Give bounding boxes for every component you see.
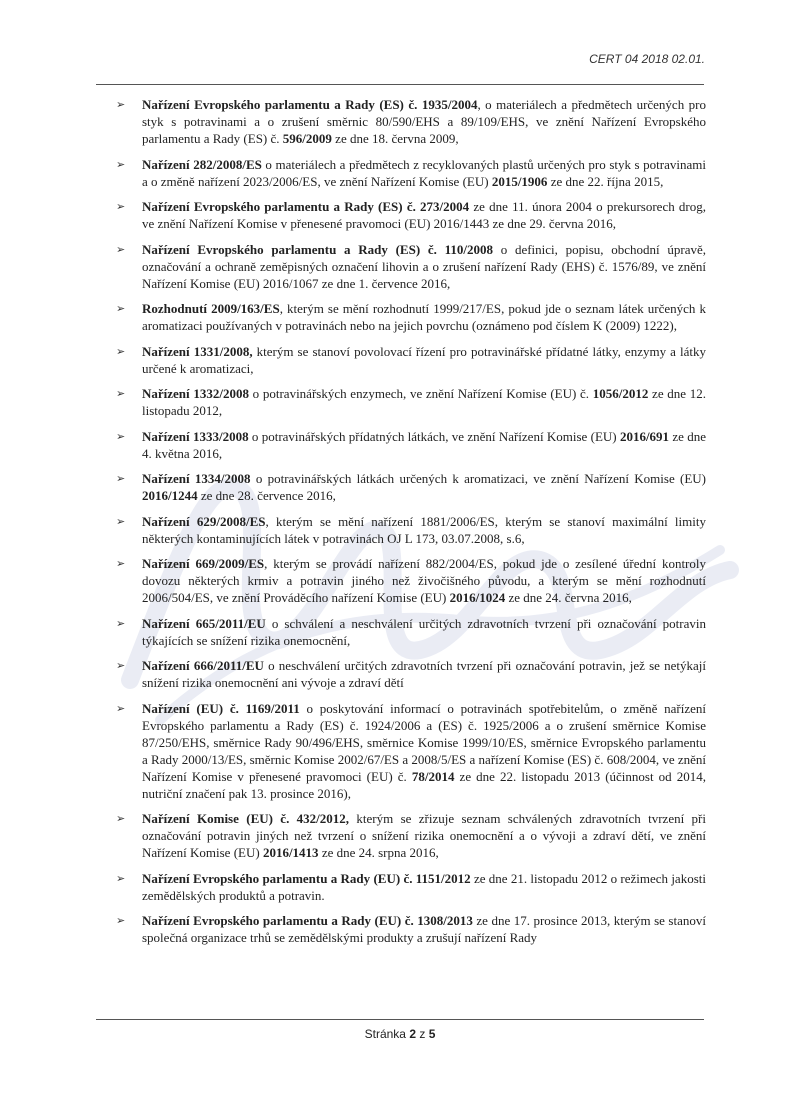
regulation-text: ze dne 28. července 2016,: [197, 488, 336, 503]
regulation-text: ze dne 22. října 2015,: [547, 173, 664, 189]
arrow-bullet-icon: ➢: [116, 344, 126, 358]
regulation-reference: Nařízení 1332/2008: [142, 386, 249, 401]
regulation-reference: 78/2014: [411, 768, 455, 784]
list-item: [116, 428, 706, 462]
current-page-number: 2: [409, 1027, 417, 1041]
regulation-reference: 2016/1024: [449, 590, 506, 605]
regulation-text: ze dne 22. listopadu 2013 (účinnost od 2014, nutriční značení pak 13. prosince 2016),: [142, 768, 706, 801]
regulation-list: [116, 96, 706, 955]
regulation-reference: Nařízení Evropského parlamentu a Rady (EU) č. 1308/2013: [142, 913, 473, 928]
arrow-bullet-icon: ➢: [116, 98, 126, 111]
document-reference: CERT 04 2018 02.01.: [589, 52, 705, 66]
list-item: [116, 343, 706, 377]
arrow-bullet-icon: ➢: [116, 812, 126, 825]
regulation-reference: Nařízení 1331/2008,: [142, 343, 253, 359]
regulation-reference: Nařízení Evropského parlamentu a Rady (ES) č. 1935/2004: [142, 97, 478, 112]
regulation-text: o potravinářských enzymech, ve znění Nařízení Komise (EU) č.: [248, 386, 593, 401]
regulation-text: , kterým se mění nařízení 1881/2006/ES, kterým se stanoví maximální limity některých kontaminujících látek v potravinách OJ L 173, 03.07.2008, s.6,: [142, 513, 706, 546]
regulation-reference: Rozhodnutí 2009/163/ES: [142, 301, 280, 316]
arrow-bullet-icon: ➢: [116, 429, 126, 443]
list-item: [116, 912, 706, 946]
list-item: [116, 810, 706, 861]
regulation-reference: Nařízení 666/2011/EU: [142, 658, 264, 673]
list-item: [116, 241, 706, 292]
regulation-reference: Nařízení 1334/2008: [142, 471, 251, 486]
regulation-text: o definici, popisu, obchodní úpravě, označování a ochraně zeměpisných označení lihovin a o zrušení nařízení Rady (EHS) č. 1576/89, ve znění Nařízení Komise (EU) 2016/1067 ze dne 1. července 2016,: [142, 241, 706, 291]
list-item: [116, 385, 706, 419]
regulation-reference: 2016/1244: [142, 488, 198, 503]
regulation-text: ze dne 4. května 2016,: [142, 428, 706, 461]
regulation-reference: 596/2009: [282, 131, 332, 146]
regulation-text: o potravinářských látkách určených k aromatizaci, ve znění Nařízení Komise (EU): [250, 471, 706, 486]
regulation-reference: Nařízení Evropského parlamentu a Rady (ES) č. 110/2008: [142, 241, 494, 257]
regulation-reference: 2016/1413: [262, 845, 319, 860]
regulation-text: ze dne 17. prosince 2013, kterým se stanoví společná organizace trhů se zemědělskými produkty a zrušují nařízení Rady: [142, 913, 706, 945]
header-rule: [96, 84, 704, 85]
regulation-text: ze dne 24. června 2016,: [505, 590, 632, 605]
arrow-bullet-icon: ➢: [116, 242, 126, 256]
regulation-reference: Nařízení 282/2008/ES: [142, 156, 262, 172]
regulation-reference: 2015/1906: [491, 173, 548, 189]
regulation-reference: 2016/691: [619, 428, 670, 444]
regulation-text: ze dne 11. února 2004 o prekursorech drog, ve znění Nařízení Komise v přenesené pravomoci (EU) 2016/1443 ze dne 29. června 2016,: [142, 199, 706, 231]
arrow-bullet-icon: ➢: [116, 302, 126, 315]
list-item: [116, 156, 706, 190]
arrow-bullet-icon: ➢: [116, 871, 126, 885]
arrow-bullet-icon: ➢: [116, 472, 126, 485]
regulation-text: o materiálech a předmětech z recyklovaných plastů určených pro styk s potravinami a o změně nařízení 2023/2006/ES, ve znění Nařízení Komise (EU): [142, 156, 706, 189]
arrow-bullet-icon: ➢: [116, 914, 126, 927]
regulation-text: kterým se zřizuje seznam schválených zdravotních tvrzení při označování potravin jiných než tvrzení o snížení rizika onemocnění a o vývoji a zdraví dětí, ve znění Nařízení Komise (EU): [142, 811, 706, 860]
regulation-text: ze dne 12. listopadu 2012,: [142, 386, 707, 418]
arrow-bullet-icon: ➢: [116, 557, 126, 570]
regulation-text: o poskytování informací o potravinách spotřebitelům, o změně nařízení Evropského parlamentu a Rady (ES) č. 1924/2006 a (ES) č. 1925/2006 a o zrušení směrnice Komise 87/250/EHS, směrnice Rady 90/496/EHS, směrnice Komise 1999/10/ES, směrnice Evropského parlamentu a Rady 2000/13/ES, směrnic Komise 2002/67/ES a 2008/5/ES a nařízení Komise (ES) č. 608/2004, ve znění Nařízení Komise v přenesené pravomoci (EU) č.: [142, 700, 706, 784]
list-item: [116, 513, 706, 547]
regulation-text: o schválení a neschválení určitých zdravotních tvrzení při označování potravin týkajících se snížení rizika onemocnění,: [142, 615, 707, 648]
list-item: [116, 300, 706, 334]
regulation-reference: Nařízení 665/2011/EU: [142, 615, 266, 631]
regulation-text: ze dne 18. června 2009,: [331, 131, 459, 146]
footer-separator: z: [416, 1027, 429, 1041]
arrow-bullet-icon: ➢: [116, 514, 126, 528]
list-item: [116, 470, 706, 504]
regulation-text: , kterým se mění rozhodnutí 1999/217/ES, pokud jde o seznam látek určených k aromatizaci používaných v potravinách nebo na jejich povrchu (oznámeno pod číslem K (2009) 1222),: [142, 301, 706, 333]
list-item: [116, 700, 706, 802]
regulation-text: , kterým se provádí nařízení 882/2004/ES, pokud jde o zesílené úřední kontroly dovozu některých krmiv a potravin jiného než živočišného původu, a kterým se mění rozhodnutí 2006/504/ES, ve znění Prováděcího nařízení Komise (EU): [142, 556, 706, 605]
list-item: [116, 657, 706, 691]
list-item: [116, 96, 706, 147]
regulation-reference: Nařízení Evropského parlamentu a Rady (EU) č. 1151/2012: [142, 870, 471, 886]
list-item: [116, 198, 706, 232]
total-pages-number: 5: [428, 1027, 436, 1041]
arrow-bullet-icon: ➢: [116, 701, 126, 715]
page-footer: [0, 1027, 800, 1041]
regulation-reference: 1056/2012: [592, 386, 649, 401]
arrow-bullet-icon: ➢: [116, 616, 126, 630]
regulation-reference: Nařízení 1333/2008: [142, 428, 249, 444]
regulation-reference: Nařízení 629/2008/ES: [142, 513, 266, 529]
list-item: [116, 870, 706, 904]
regulation-reference: Nařízení Komise (EU) č. 432/2012,: [142, 811, 350, 826]
arrow-bullet-icon: ➢: [116, 659, 126, 672]
regulation-text: ze dne 21. listopadu 2012 o režimech jakosti zemědělských produktů a potravin.: [142, 870, 706, 903]
list-item: [116, 555, 706, 606]
regulation-reference: Nařízení (EU) č. 1169/2011: [142, 700, 300, 716]
regulation-text: o neschválení určitých zdravotních tvrzení při označování potravin, jež se netýkají snížení rizika onemocnění ani vývoje a zdraví dětí: [142, 658, 707, 690]
arrow-bullet-icon: ➢: [116, 200, 126, 213]
list-item: [116, 615, 706, 649]
regulation-text: , o materiálech a předmětech určených pro styk s potravinami a o zrušení směrnic 80/590/EHS a 89/109/EHS, ve znění Nařízení Evropského parlamentu a Rady (ES) č.: [142, 97, 706, 146]
regulation-reference: Nařízení Evropského parlamentu a Rady (ES) č. 273/2004: [142, 199, 470, 214]
arrow-bullet-icon: ➢: [116, 387, 126, 400]
footer-rule: [96, 1019, 704, 1020]
arrow-bullet-icon: ➢: [116, 157, 126, 171]
regulation-text: kterým se stanoví povolovací řízení pro potravinářské přídatné látky, enzymy a látky určené k aromatizaci,: [142, 343, 706, 376]
regulation-text: ze dne 24. srpna 2016,: [318, 845, 439, 860]
regulation-reference: Nařízení 669/2009/ES: [142, 556, 265, 571]
regulation-text: o potravinářských přídatných látkách, ve znění Nařízení Komise (EU): [248, 428, 620, 444]
footer-prefix: Stránka: [364, 1027, 410, 1041]
